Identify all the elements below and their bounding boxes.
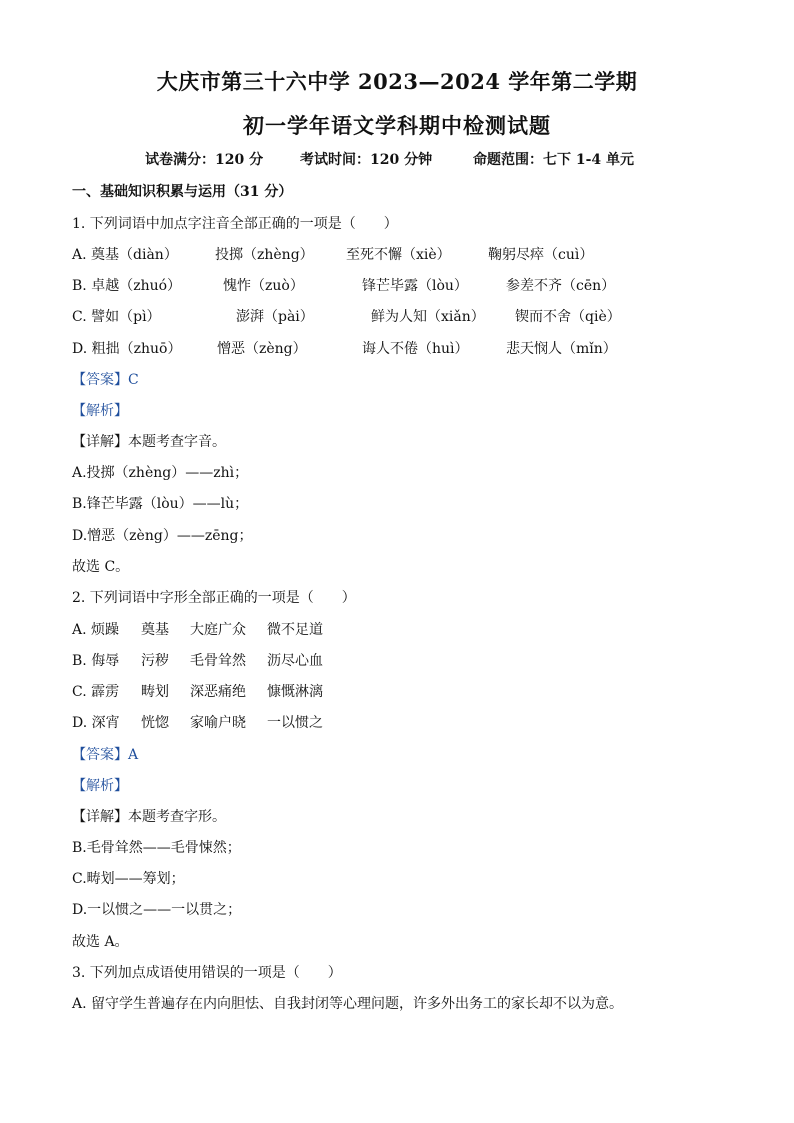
q2-option-a-1: A. 烦躁 [72, 622, 120, 638]
q2-option-c-2: 畴划 [141, 684, 169, 700]
q1-option-a-1: A. 奠基（diàn） [72, 247, 178, 263]
q1-option-c-2: 澎湃（pài） [236, 309, 314, 325]
q2-option-d-2: 恍惚 [141, 715, 169, 731]
q2-detail: 【详解】本题考查字形。 [72, 809, 226, 825]
q1-detail: 【详解】本题考查字音。 [72, 434, 226, 450]
section-title: 一、基础知识积累与运用（31 分） [72, 184, 293, 200]
q2-option-d-1: D. 深宵 [72, 715, 120, 731]
q2-option-d-4: 一以惯之 [267, 715, 323, 731]
q2-option-a-3: 大庭广众 [190, 622, 246, 638]
q1-option-b-1: B. 卓越（zhuó） [72, 278, 182, 294]
q2-option-b-4: 沥尽心血 [267, 653, 323, 669]
q1-option-a-2: 投掷（zhèng） [215, 247, 314, 263]
q1-option-c-4: 锲而不舍（qiè） [515, 309, 621, 325]
exam-scope: 命题范围：七下 1-4 单元 [473, 152, 635, 168]
q2-answer: 【答案】A [72, 747, 139, 763]
q1-analysis-label: 【解析】 [72, 403, 128, 419]
exam-score: 试卷满分：120 分 [145, 152, 264, 168]
q2-note-b: B.毛骨耸然——毛骨悚然； [72, 840, 241, 856]
q1-option-a-4: 鞠躬尽瘁（cuì） [488, 247, 594, 263]
q1-answer: 【答案】C [72, 372, 139, 388]
q1-note-b: B.锋芒毕露（lòu）——lù； [72, 496, 249, 512]
q2-option-d-3: 家喻户晓 [190, 715, 246, 731]
exam-subtitle: 初一学年语文学科期中检测试题 [243, 113, 551, 138]
q2-note-c: C.畴划——筹划； [72, 871, 185, 887]
q2-option-c-4: 慷慨淋漓 [267, 684, 323, 700]
q2-option-a-2: 奠基 [141, 622, 169, 638]
q1-option-d-1: D. 粗拙（zhuō） [72, 341, 182, 357]
q2-option-c-1: C. 霹雳 [72, 684, 120, 700]
q3-option-a: A. 留守学生普遍存在内向胆怯、自我封闭等心理问题，许多外出务工的家长却不以为意。 [72, 996, 624, 1012]
q1-option-c-1: C. 譬如（pì） [72, 309, 161, 325]
q1-note-a: A.投掷（zhèng）——zhì； [72, 465, 249, 481]
q1-option-b-3: 锋芒毕露（lòu） [362, 278, 468, 294]
q1-option-b-2: 愧怍（zuò） [223, 278, 304, 294]
question-3-stem: 3. 下列加点成语使用错误的一项是（ ） [72, 965, 342, 981]
q2-option-b-1: B. 侮辱 [72, 653, 120, 669]
question-1-stem: 1. 下列词语中加点字注音全部正确的一项是（ ） [72, 216, 398, 232]
q1-option-a-3: 至死不懈（xiè） [346, 247, 451, 263]
q2-conclusion: 故选 A。 [72, 934, 129, 950]
q2-note-d: D.一以惯之——一以贯之； [72, 902, 242, 918]
q1-option-d-3: 诲人不倦（huì） [362, 341, 469, 357]
q1-conclusion: 故选 C。 [72, 559, 130, 575]
question-2-stem: 2. 下列词语中字形全部正确的一项是（ ） [72, 590, 356, 606]
q1-option-d-2: 憎恶（zèng） [217, 341, 307, 357]
q2-option-c-3: 深恶痛绝 [190, 684, 246, 700]
q1-note-d: D.憎恶（zèng）——zēng； [72, 528, 253, 544]
q2-option-b-3: 毛骨耸然 [190, 653, 246, 669]
q1-option-b-4: 参差不齐（cēn） [506, 278, 616, 294]
q2-analysis-label: 【解析】 [72, 778, 128, 794]
q2-option-b-2: 污秽 [141, 653, 169, 669]
q2-option-a-4: 微不足道 [267, 622, 323, 638]
exam-time: 考试时间：120 分钟 [300, 152, 433, 168]
q1-option-c-3: 鲜为人知（xiǎn） [371, 309, 485, 325]
q1-option-d-4: 悲天悯人（mǐn） [506, 341, 617, 357]
exam-title: 大庆市第三十六中学 2023—2024 学年第二学期 [156, 69, 638, 94]
